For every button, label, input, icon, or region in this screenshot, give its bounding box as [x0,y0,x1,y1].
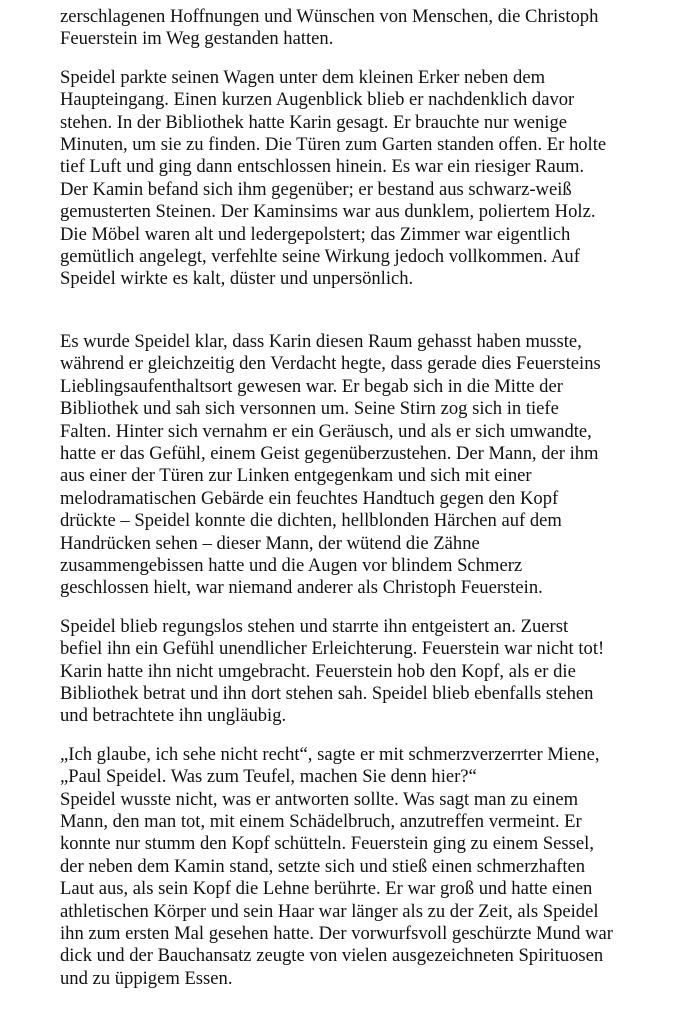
text-line: melodramatischen Gebärde ein feuchtes Handtuch gegen den Kopf [60,487,559,509]
text-line: Speidel parkte seinen Wagen unter dem kleinen Erker neben dem [60,66,546,88]
text-line: hatte er das Gefühl, einem Geist gegenüberzustehen. Der Mann, der ihm [60,442,599,464]
text-line: „Paul Speidel. Was zum Teufel, machen Sie denn hier?“ [60,766,477,788]
text-line: Mann, den man tot, mit einem Schädelbruch, anzutreffen vermeint. Er [60,811,582,832]
text-line: Bibliothek und sah sich versonnen um. Seine Stirn zog sich in tiefe [60,398,559,420]
text-line: während er gleichzeitig den Verdacht hegte, dass gerade dies Feuersteins [60,353,601,375]
text-line: Speidel wusste nicht, was er antworten sollte. Was sagt man zu einem [60,788,579,810]
paragraph-5 [60,744,680,990]
text-line: zusammengebissen hatte und die Augen vor blindem Schmerz [60,554,523,576]
paragraph-4 [60,616,680,728]
text-line: ihn zum ersten Mal gesehen hatte. Der vorwurfsvoll geschürzte Mund war [60,923,613,945]
text-line: Es wurde Speidel klar, dass Karin diesen Raum gehasst haben musste, [60,330,582,352]
text-line: Falten. Hinter sich vernahm er ein Geräusch, und als er sich umwandte, [60,420,592,442]
text-line: zerschlagenen Hoffnungen und Wünschen von Menschen, die Christoph [60,6,599,27]
text-line: Bibliothek betrat und ihn dort stehen sah. Speidel blieb ebenfalls stehen [60,682,594,704]
paragraph-3 [60,331,680,600]
text-line: Minuten, um sie zu finden. Die Türen zum Garten standen offen. Er holte [60,134,607,156]
text-line: Karin hatte ihn nicht umgebracht. Feuerstein hob den Kopf, als er die [60,660,576,682]
text-line: geschlossen hielt, war niemand anderer als Christoph Feuerstein. [60,577,543,599]
text-line: drückte – Speidel konnte die dichten, hellblonden Härchen auf dem [60,510,562,532]
text-line: Speidel wirkte es kalt, düster und unpersönlich. [60,268,414,290]
text-line: Haupteingang. Einen kurzen Augenblick blieb er nachdenklich davor [60,89,575,111]
text-line: „Ich glaube, ich sehe nicht recht“, sagte er mit schmerzverzerrter Miene, [60,743,600,765]
text-line: tief Luft und ging dann entschlossen hinein. Es war ein riesiger Raum. [60,156,585,178]
text-line: konnte nur stumm den Kopf schütteln. Feuerstein ging zu einem Sessel, [60,833,594,855]
text-line: Feuerstein im Weg gestanden hatten. [60,28,334,50]
text-line: und betrachtete ihn ungläubig. [60,705,287,727]
text-line: Der Kamin befand sich ihm gegenüber; er bestand aus schwarz-weiß [60,178,572,200]
text-line: gemütlich angelegt, verfehlte seine Wirkung jedoch vollkommen. Auf [60,246,580,268]
text-line: befiel ihn ein Gefühl unendlicher Erleichterung. Feuerstein war nicht tot! [60,638,605,660]
text-line: athletischen Körper und sein Haar war länger als zu der Zeit, als Speidel [60,900,599,922]
text-line: der neben dem Kamin stand, setzte sich und stieß einen schmerzhaften [60,855,586,877]
text-line: Laut aus, als sein Kopf die Lehne berührte. Er war groß und hatte einen [60,878,593,900]
text-line: Lieblingsaufenthaltsort gewesen war. Er begab sich in die Mitte der [60,375,563,397]
text-line: Die Möbel waren alt und ledergepolstert; das Zimmer war eigentlich [60,223,571,245]
text-line: dick und der Bauchansatz zeugte von vielen ausgezeichneten Spirituosen [60,945,604,967]
paragraph-2 [60,67,680,291]
text-line: Speidel blieb regungslos stehen und starrte ihn entgeistert an. Zuerst [60,615,569,637]
paragraph-1 [60,6,680,51]
text-line: stehen. In der Bibliothek hatte Karin gesagt. Er brauchte nur wenige [60,111,568,133]
text-line: aus einer der Türen zur Linken entgegenkam und sich mit einer [60,465,532,487]
document-page [60,6,680,1006]
text-line: gemusterten Steinen. Der Kaminsims war aus dunklem, poliertem Holz. [60,201,596,223]
text-line: Handrücken sehen – dieser Mann, der wütend die Zähne [60,532,480,554]
text-line: und zu üppigem Essen. [60,967,233,989]
